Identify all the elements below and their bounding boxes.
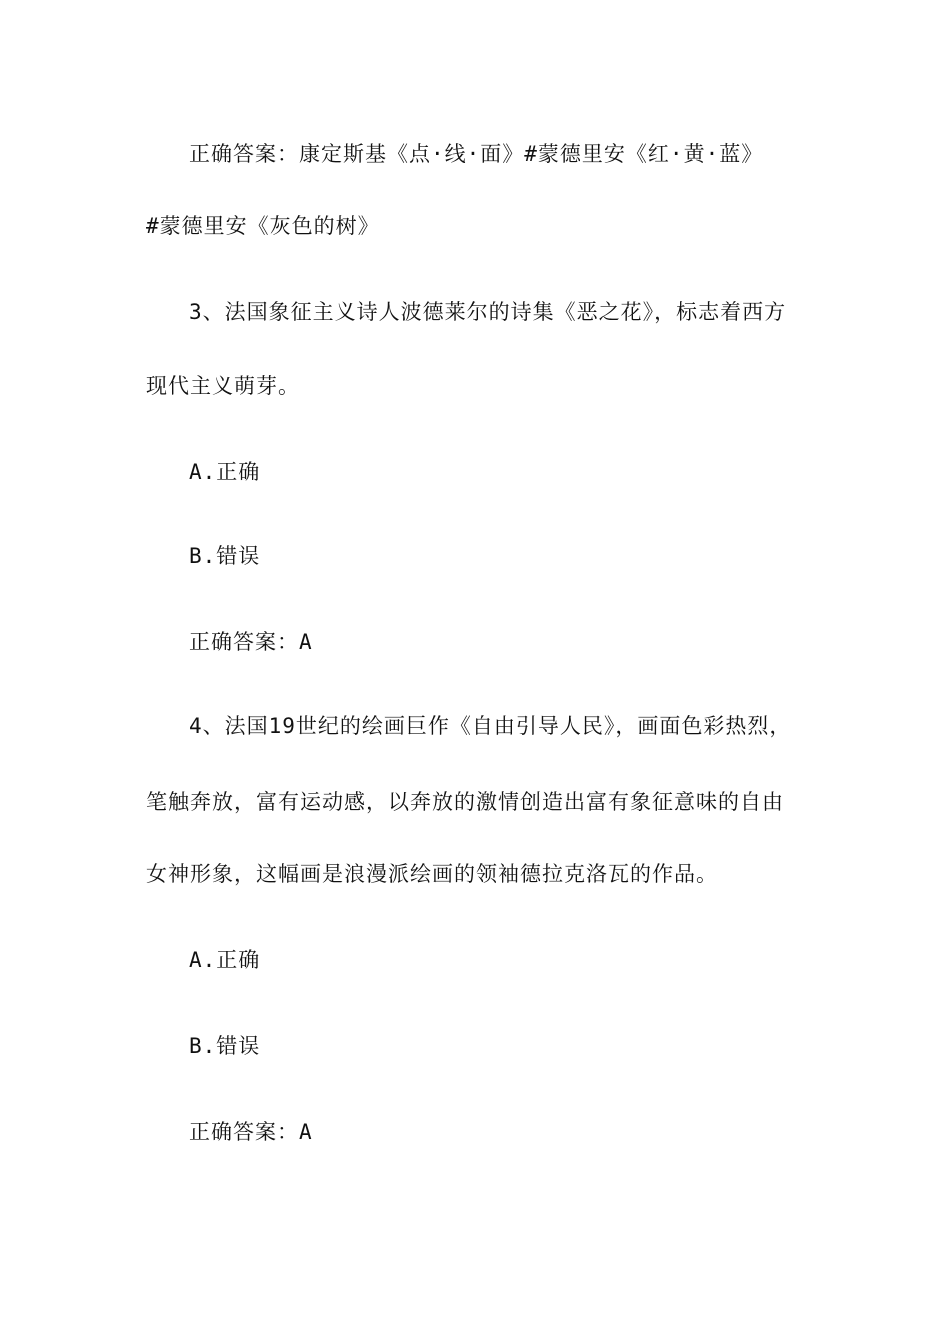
q3-option-b: B.错误 [189,544,261,568]
q3-option-a: A.正确 [189,460,261,484]
q4-option-a: A.正确 [189,948,261,972]
q4-question-line-3: 女神形象，这幅画是浪漫派绘画的领袖德拉克洛瓦的作品。 [146,862,718,886]
q4-question-line-1: 4、法国19世纪的绘画巨作《自由引导人民》，画面色彩热烈， [189,714,792,738]
q2-answer-line-2: #蒙德里安《灰色的树》 [146,214,380,238]
q4-option-b: B.错误 [189,1034,261,1058]
q4-question-line-2: 笔触奔放，富有运动感，以奔放的激情创造出富有象征意味的自由 [146,790,784,814]
q3-question-line-1: 3、法国象征主义诗人波德莱尔的诗集《恶之花》，标志着西方 [189,300,787,324]
q4-answer: 正确答案：A [189,1120,313,1144]
q2-answer-line-1: 正确答案：康定斯基《点·线·面》#蒙德里安《红·黄·蓝》 [189,142,764,166]
q3-question-line-2: 现代主义萌芽。 [146,374,300,398]
q3-answer: 正确答案：A [189,630,313,654]
